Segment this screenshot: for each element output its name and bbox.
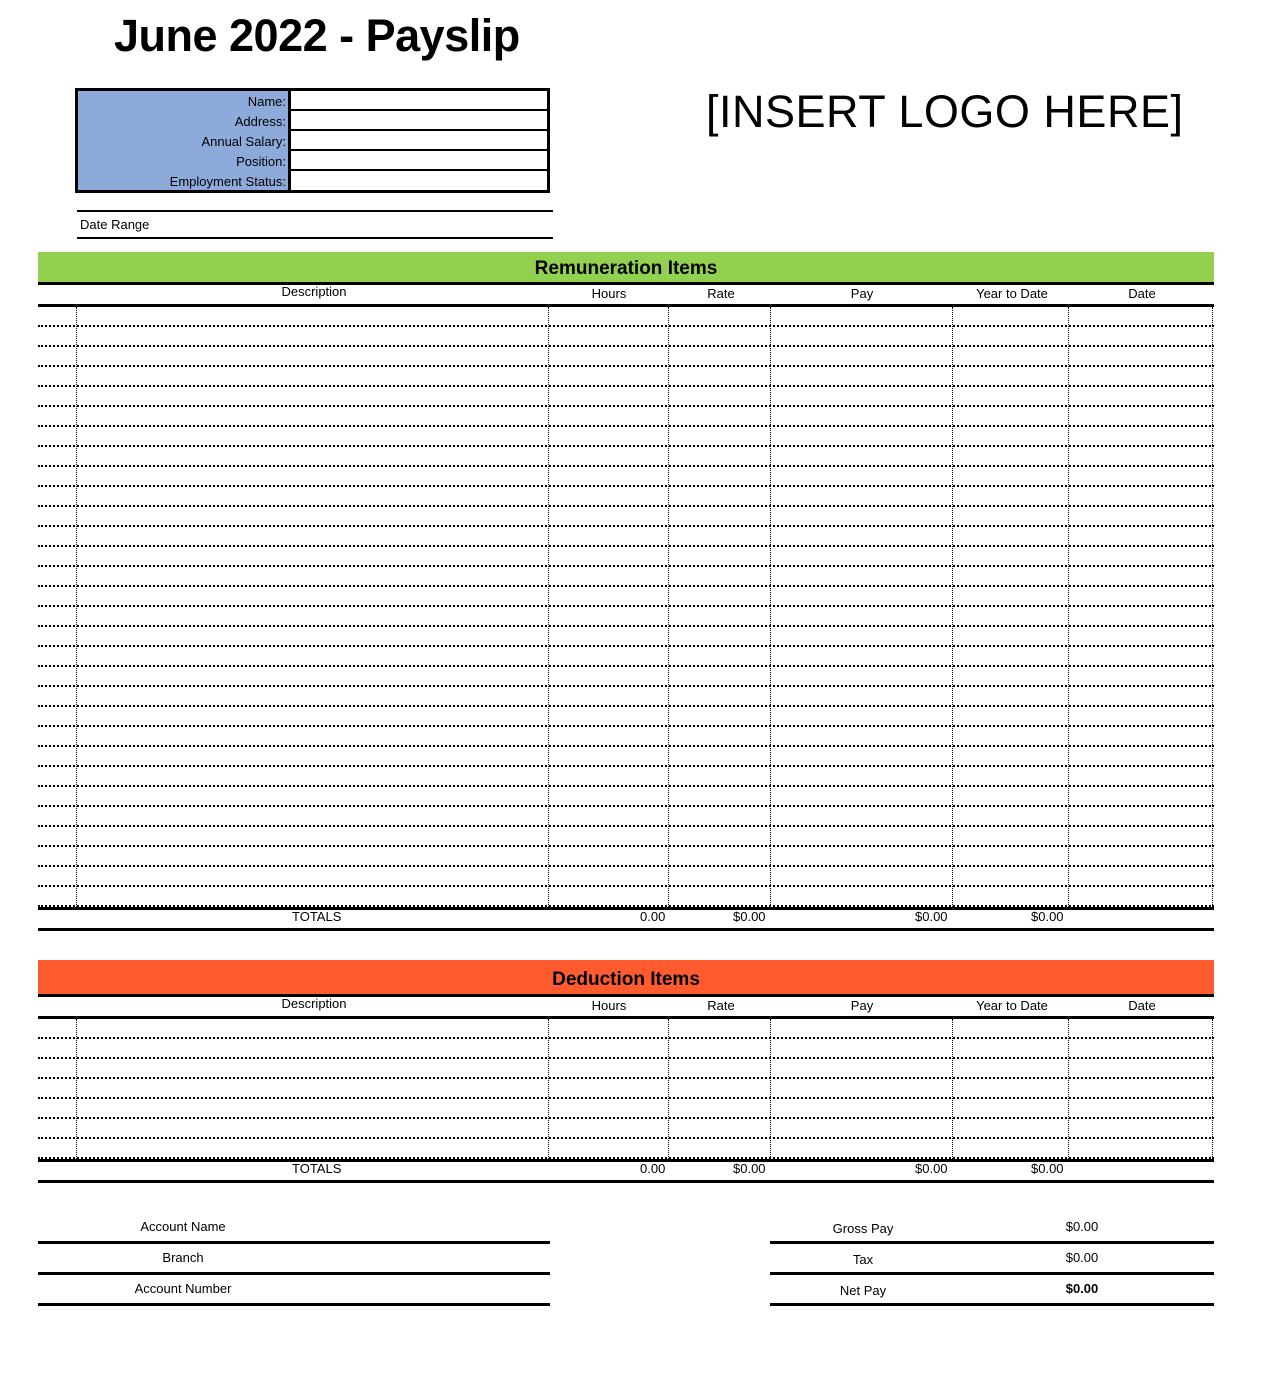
- annual-salary-field[interactable]: [291, 131, 547, 151]
- account-number-row[interactable]: [38, 1275, 550, 1306]
- line-item-row[interactable]: [38, 387, 1214, 407]
- gross-pay-value: $0.00: [1065, 1219, 1099, 1234]
- deductions-banner: Deduction Items: [38, 960, 1214, 997]
- line-item-row[interactable]: [38, 767, 1214, 787]
- totals-label: TOTALS: [292, 909, 342, 924]
- name-label: Name:: [247, 93, 286, 109]
- total-hours: 0.00: [640, 909, 666, 924]
- line-item-row[interactable]: [38, 527, 1214, 547]
- col-ytd: Year to Date: [976, 286, 1048, 301]
- line-item-row[interactable]: [38, 727, 1214, 747]
- column-divider: [1068, 307, 1069, 907]
- col-pay: Pay: [850, 286, 874, 301]
- account-name-label: Account Name: [140, 1219, 226, 1234]
- line-item-row[interactable]: [38, 367, 1214, 387]
- line-item-row[interactable]: [38, 627, 1214, 647]
- column-divider: [668, 1019, 669, 1159]
- line-item-row[interactable]: [38, 1139, 1214, 1159]
- line-item-row[interactable]: [38, 547, 1214, 567]
- col-pay: Pay: [850, 998, 874, 1013]
- employment-status-label: Employment Status:: [169, 173, 286, 189]
- col-hours: Hours: [591, 998, 627, 1013]
- line-item-row[interactable]: [38, 1019, 1214, 1039]
- column-divider: [770, 307, 771, 907]
- position-label: Position:: [236, 153, 286, 169]
- column-divider: [952, 1019, 953, 1159]
- line-item-row[interactable]: [38, 467, 1214, 487]
- deductions-totals: [38, 1158, 1214, 1183]
- deductions-grid[interactable]: [38, 1016, 1214, 1162]
- address-label: Address:: [234, 113, 286, 129]
- column-divider: [952, 307, 953, 907]
- line-item-row[interactable]: [38, 567, 1214, 587]
- line-item-row[interactable]: [38, 447, 1214, 467]
- line-item-row[interactable]: [38, 807, 1214, 827]
- line-item-row[interactable]: [38, 887, 1214, 907]
- employment-status-field[interactable]: [291, 171, 547, 191]
- gross-pay-label: Gross Pay: [832, 1221, 894, 1236]
- total-pay: $0.00: [915, 909, 948, 924]
- remuneration-banner: Remuneration Items: [38, 252, 1214, 285]
- line-item-row[interactable]: [38, 1119, 1214, 1139]
- column-divider: [548, 1019, 549, 1159]
- col-ytd: Year to Date: [976, 998, 1048, 1013]
- tax-row: [770, 1244, 1214, 1275]
- line-item-row[interactable]: [38, 867, 1214, 887]
- line-item-row[interactable]: [38, 667, 1214, 687]
- column-divider: [1212, 1019, 1213, 1159]
- line-item-row[interactable]: [38, 307, 1214, 327]
- date-range-field[interactable]: Date Range: [77, 210, 553, 239]
- line-item-row[interactable]: [38, 587, 1214, 607]
- remuneration-grid[interactable]: [38, 304, 1214, 910]
- line-item-row[interactable]: [38, 327, 1214, 347]
- total-rate: $0.00: [733, 1161, 766, 1176]
- total-ytd: $0.00: [1031, 1161, 1064, 1176]
- column-divider: [668, 307, 669, 907]
- col-description: Description: [281, 996, 347, 1011]
- line-item-row[interactable]: [38, 647, 1214, 667]
- column-divider: [548, 307, 549, 907]
- column-divider: [76, 1019, 77, 1159]
- total-hours: 0.00: [640, 1161, 666, 1176]
- remuneration-totals: [38, 906, 1214, 931]
- account-number-label: Account Number: [134, 1281, 232, 1296]
- totals-label: TOTALS: [292, 1161, 342, 1176]
- net-pay-label: Net Pay: [839, 1283, 887, 1298]
- branch-row[interactable]: [38, 1244, 550, 1275]
- line-item-row[interactable]: [38, 1059, 1214, 1079]
- employee-labels: [78, 91, 291, 190]
- line-item-row[interactable]: [38, 1079, 1214, 1099]
- name-field[interactable]: [291, 91, 547, 111]
- column-divider: [770, 1019, 771, 1159]
- line-item-row[interactable]: [38, 787, 1214, 807]
- line-item-row[interactable]: [38, 687, 1214, 707]
- col-rate: Rate: [707, 998, 735, 1013]
- col-hours: Hours: [591, 286, 627, 301]
- line-item-row[interactable]: [38, 487, 1214, 507]
- line-item-row[interactable]: [38, 847, 1214, 867]
- line-item-row[interactable]: [38, 427, 1214, 447]
- logo-placeholder: [INSERT LOGO HERE]: [706, 86, 1184, 137]
- tax-value: $0.00: [1065, 1250, 1099, 1265]
- net-pay-row: [770, 1275, 1214, 1306]
- tax-label: Tax: [852, 1252, 874, 1267]
- address-field[interactable]: [291, 111, 547, 131]
- column-divider: [1068, 1019, 1069, 1159]
- net-pay-value: $0.00: [1065, 1281, 1099, 1296]
- line-item-row[interactable]: [38, 607, 1214, 627]
- total-ytd: $0.00: [1031, 909, 1064, 924]
- gross-pay-row: [770, 1213, 1214, 1244]
- line-item-row[interactable]: [38, 747, 1214, 767]
- annual-salary-label: Annual Salary:: [201, 133, 286, 149]
- line-item-row[interactable]: [38, 1099, 1214, 1119]
- employee-info-box: [75, 88, 550, 193]
- line-item-row[interactable]: [38, 1039, 1214, 1059]
- column-divider: [76, 307, 77, 907]
- position-field[interactable]: [291, 151, 547, 171]
- line-item-row[interactable]: [38, 707, 1214, 727]
- line-item-row[interactable]: [38, 347, 1214, 367]
- line-item-row[interactable]: [38, 407, 1214, 427]
- line-item-row[interactable]: [38, 507, 1214, 527]
- column-divider: [1212, 307, 1213, 907]
- col-date: Date: [1128, 998, 1156, 1013]
- total-pay: $0.00: [915, 1161, 948, 1176]
- total-rate: $0.00: [733, 909, 766, 924]
- account-name-row[interactable]: [38, 1213, 550, 1244]
- line-item-row[interactable]: [38, 827, 1214, 847]
- col-date: Date: [1128, 286, 1156, 301]
- col-description: Description: [281, 284, 347, 299]
- page-title: June 2022 - Payslip: [114, 10, 520, 61]
- col-rate: Rate: [707, 286, 735, 301]
- branch-label: Branch: [162, 1250, 204, 1265]
- employee-fields: [291, 91, 547, 190]
